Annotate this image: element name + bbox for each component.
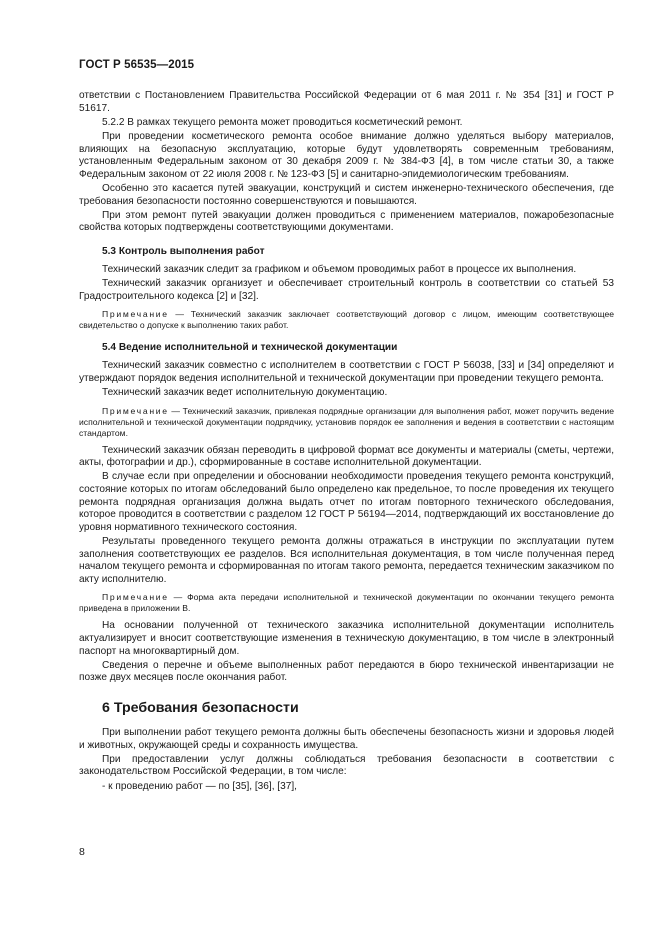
list-item: - к проведению работ — по [35], [36], [37], bbox=[102, 780, 297, 792]
paragraph: 5.2.2 В рамках текущего ремонта может проводиться косметический ремонт. bbox=[102, 116, 463, 128]
note bbox=[79, 406, 614, 439]
section-heading-6: 6 Требования безопасности bbox=[102, 699, 299, 716]
note bbox=[79, 309, 614, 331]
paragraph: ответствии с Постановлением Правительства Российской Федерации от 6 мая 2011 г. № 354 [31] и ГОСТ Р 51617. bbox=[79, 90, 614, 114]
note-text: — Технический заказчик заключает соответствующий договор с лицом, имеющим соответствующее свидетельство о допуске к выполнению таких работ. bbox=[79, 309, 614, 331]
paragraph: При выполнении работ текущего ремонта должны быть обеспечены безопасность жизни и здоровья людей и животных, окружающей среды и сохранность имущества. bbox=[79, 726, 614, 751]
paragraph: При этом ремонт путей эвакуации должен проводиться с применением материалов, пожаробезопасные свойства которых подтверждены соответствующими документами. bbox=[79, 209, 614, 234]
paragraph: Технический заказчик организует и обеспечивает строительный контроль в соответствии со статьей 53 Градостроительного кодекса [2] и [32]. bbox=[79, 278, 614, 302]
paragraph: Технический заказчик совместно с исполнителем в соответствии с ГОСТ Р 56038, [33] и [34] определяют и утверждают порядок ведения исполнительной и технической документации при проведении текущего ремонта. bbox=[79, 360, 614, 384]
document-header: ГОСТ Р 56535—2015 bbox=[79, 59, 195, 71]
paragraph: Сведения о перечне и объеме выполненных работ передаются в бюро технической инвентаризации не позже двух месяцев после окончания работ. bbox=[79, 659, 614, 684]
note bbox=[79, 592, 614, 614]
section-heading-5-3: 5.3 Контроль выполнения работ bbox=[102, 245, 265, 257]
document-body bbox=[79, 90, 614, 795]
note-label: Примечание bbox=[102, 405, 169, 416]
paragraph: Особенно это касается путей эвакуации, конструкций и систем инженерно-технического обеспечения, где требования безопасности постоянно совершенствуются и повышаются. bbox=[79, 182, 614, 207]
note-text: — Технический заказчик, привлекая подрядные организации для выполнения работ, может поручить ведение исполнительной и технической документации подрядчику, установив порядок ее заполнения и ведения в соответствии с настоящим стандартом. bbox=[79, 405, 614, 438]
section-heading-5-4: 5.4 Ведение исполнительной и технической документации bbox=[102, 342, 398, 354]
paragraph: Результаты проведенного текущего ремонта должны отражаться в инструкции по эксплуатации путем заполнения соответствующих ее разделов. Вся исполнительная документация, в том числе полученная перед началом текущего ремонта и сформированная по итогам такого ремонта, передается техническим заказчиком по акту исполнителю. bbox=[79, 536, 614, 585]
note-text: — Форма акта передачи исполнительной и технической документации по окончании текущего ремонта приведена в приложении В. bbox=[79, 592, 614, 614]
page-number: 8 bbox=[79, 846, 85, 858]
paragraph: На основании полученной от технического заказчика исполнительной документации исполнитель актуализирует и вносит соответствующие изменения в техническую документацию, в том числе в электронный паспорт на многоквартирный дом. bbox=[79, 620, 614, 657]
note-label: Примечание bbox=[102, 309, 169, 320]
paragraph: При проведении косметического ремонта особое внимание должно уделяться выбору материалов, влияющих на безопасную эксплуатацию, которые будут удовлетворять современным требованиям, установленным Федеральным законом от 30 декабря 2009 г. № 384-ФЗ [4], в том числе статьи 30, а также Федеральным законом от 22 июля 2008 г. № 123-ФЗ [5] и санитарно-эпидемиологическим требованиям. bbox=[79, 130, 614, 180]
paragraph: Технический заказчик следит за графиком и объемом проводимых работ в процессе их выполнения. bbox=[102, 263, 577, 275]
note-label: Примечание bbox=[102, 592, 169, 603]
paragraph: При предоставлении услуг должны соблюдаться требования безопасности в соответствии с законодательством Российской Федерации, в том числе: bbox=[79, 753, 614, 778]
paragraph: В случае если при определении и обосновании необходимости проведения текущего ремонта конструкций, состояние которых по итогам обследований было определено как предельное, то после проведения их текущего ремонта подрядная организация должна выдать отчет по итогам повторного технического обследования, которое проводится в соответствии с разделом 12 ГОСТ Р 56194—2014, подтверждающий их восстановление до уровня нормативного технического состояния. bbox=[79, 471, 614, 533]
paragraph: Технический заказчик обязан переводить в цифровой формат все документы и материалы (сметы, чертежи, акты, фотографии и др.), сформированные в составе исполнительной документации. bbox=[79, 444, 614, 469]
paragraph: Технический заказчик ведет исполнительную документацию. bbox=[102, 387, 388, 399]
